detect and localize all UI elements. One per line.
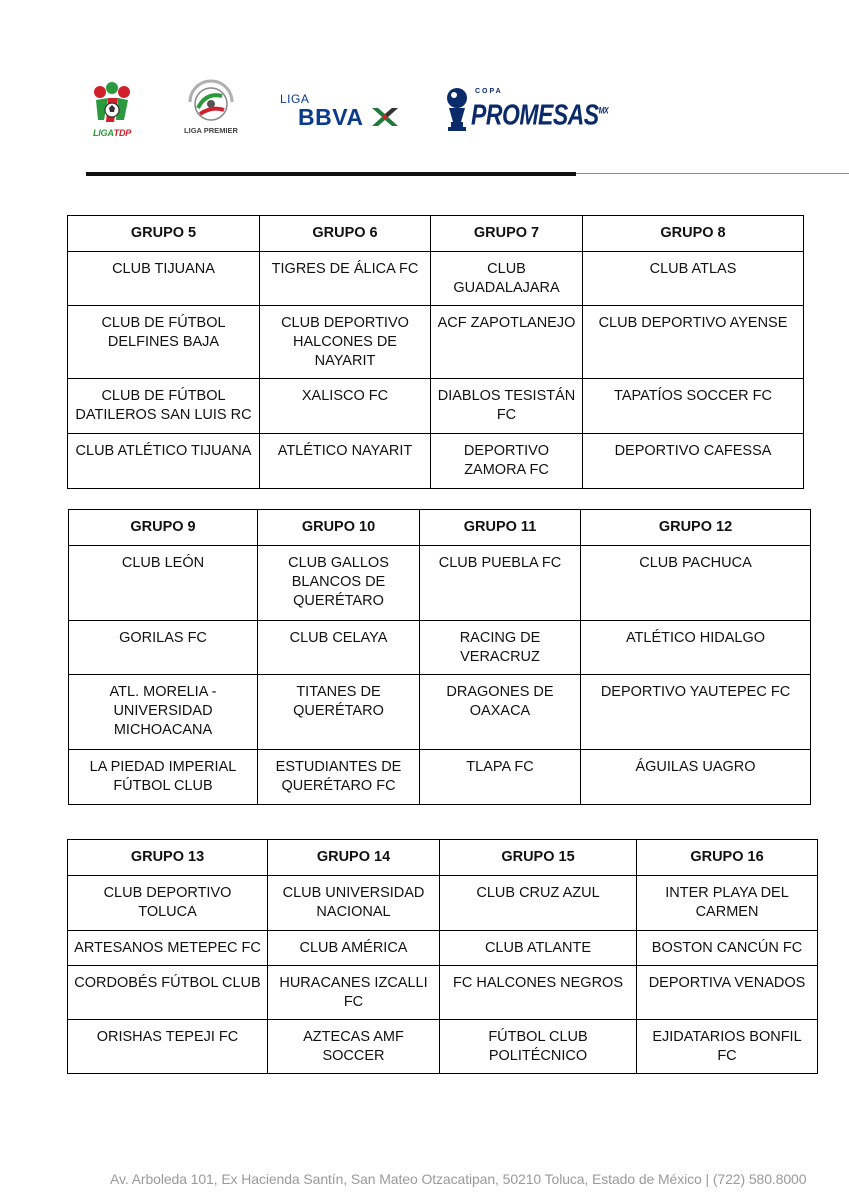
group-header: GRUPO 7 (431, 216, 583, 252)
liga-premier-wordmark: LIGA PREMIER (184, 126, 238, 135)
team-cell: CLUB LEÓN (69, 546, 258, 621)
liga-bbva-mx-logo (278, 90, 404, 130)
team-cell: CLUB UNIVERSIDAD NACIONAL (268, 876, 440, 931)
group-header: GRUPO 10 (258, 510, 420, 546)
team-cell: CLUB CELAYA (258, 621, 420, 675)
team-cell: TITANES DE QUERÉTARO (258, 675, 420, 750)
table-row (69, 621, 811, 675)
table-row (69, 750, 811, 805)
table-row (68, 1020, 818, 1074)
team-cell: CLUB TIJUANA (68, 252, 260, 306)
team-cell: AZTECAS AMF SOCCER (268, 1020, 440, 1074)
team-cell: ORISHAS TEPEJI FC (68, 1020, 268, 1074)
team-cell: TIGRES DE ÁLICA FC (260, 252, 431, 306)
team-cell: DEPORTIVO YAUTEPEC FC (581, 675, 811, 750)
team-cell: ÁGUILAS UAGRO (581, 750, 811, 805)
team-cell: CLUB DE FÚTBOL DATILEROS SAN LUIS RC (68, 379, 260, 434)
team-cell: XALISCO FC (260, 379, 431, 434)
group-header: GRUPO 12 (581, 510, 811, 546)
table-row (68, 306, 804, 379)
team-cell: FC HALCONES NEGROS (440, 966, 637, 1020)
group-header: GRUPO 15 (440, 840, 637, 876)
promesas-wordmark: $PROMESAS^{MX}$ (471, 98, 609, 131)
team-cell: ATLÉTICO HIDALGO (581, 621, 811, 675)
team-cell: DEPORTIVO CAFESSA (583, 434, 804, 489)
group-header: GRUPO 8 (583, 216, 804, 252)
team-cell: CLUB ATLÉTICO TIJUANA (68, 434, 260, 489)
team-cell: ATL. MORELIA - UNIVERSIDAD MICHOACANA (69, 675, 258, 750)
liga-tdp-emblem-icon (88, 80, 136, 128)
team-cell: DEPORTIVO ZAMORA FC (431, 434, 583, 489)
table-header-row (68, 216, 804, 252)
table-row (68, 434, 804, 489)
team-cell: CLUB DEPORTIVO HALCONES DE NAYARIT (260, 306, 431, 379)
header-divider-thin (576, 173, 849, 174)
group-header: GRUPO 13 (68, 840, 268, 876)
team-cell: CLUB CRUZ AZUL (440, 876, 637, 931)
header-divider-thick (86, 172, 576, 176)
group-header: GRUPO 6 (260, 216, 431, 252)
team-cell: CLUB ATLANTE (440, 931, 637, 966)
groups-table-5-8 (67, 215, 804, 489)
table-row (68, 379, 804, 434)
liga-mx-x-icon (370, 106, 400, 128)
team-cell: CLUB PUEBLA FC (420, 546, 581, 621)
team-cell: EJIDATARIOS BONFIL FC (637, 1020, 818, 1074)
team-cell: INTER PLAYA DEL CARMEN (637, 876, 818, 931)
footer-address: Av. Arboleda 101, Ex Hacienda Santín, San Mateo Otzacatipan, 50210 Toluca, Estado de México | (722) 580.8000 (110, 1171, 807, 1187)
team-cell: CORDOBÉS FÚTBOL CLUB (68, 966, 268, 1020)
copa-small-text: COPA (475, 88, 503, 95)
group-header: GRUPO 9 (69, 510, 258, 546)
team-cell: RACING DE VERACRUZ (420, 621, 581, 675)
table-row (68, 931, 818, 966)
team-cell: DIABLOS TESISTÁN FC (431, 379, 583, 434)
table-header-row (69, 510, 811, 546)
team-cell: DRAGONES DE OAXACA (420, 675, 581, 750)
team-cell: CLUB GUADALAJARA (431, 252, 583, 306)
groups-table-13-16 (67, 839, 818, 1074)
group-header: GRUPO 5 (68, 216, 260, 252)
team-cell: CLUB AMÉRICA (268, 931, 440, 966)
team-cell: GORILAS FC (69, 621, 258, 675)
team-cell: DEPORTIVA VENADOS (637, 966, 818, 1020)
team-cell: LA PIEDAD IMPERIAL FÚTBOL CLUB (69, 750, 258, 805)
team-cell: CLUB PACHUCA (581, 546, 811, 621)
team-cell: CLUB DEPORTIVO TOLUCA (68, 876, 268, 931)
team-cell: HURACANES IZCALLI FC (268, 966, 440, 1020)
group-header: GRUPO 16 (637, 840, 818, 876)
liga-premier-emblem-icon (176, 78, 246, 126)
liga-tdp-logo (88, 80, 136, 142)
table-row (69, 675, 811, 750)
liga-premier-logo (176, 78, 246, 140)
group-header: GRUPO 14 (268, 840, 440, 876)
table-header-row (68, 840, 818, 876)
team-cell: CLUB GALLOS BLANCOS DE QUERÉTARO (258, 546, 420, 621)
table-row (68, 876, 818, 931)
liga-bbva-small-text: LIGA (280, 92, 310, 106)
table-row (68, 252, 804, 306)
group-header: GRUPO 11 (420, 510, 581, 546)
team-cell: ESTUDIANTES DE QUERÉTARO FC (258, 750, 420, 805)
team-cell: CLUB DE FÚTBOL DELFINES BAJA (68, 306, 260, 379)
team-cell: FÚTBOL CLUB POLITÉCNICO (440, 1020, 637, 1074)
team-cell: TLAPA FC (420, 750, 581, 805)
groups-table-9-12 (68, 509, 811, 805)
copa-promesas-trophy-icon (443, 86, 473, 134)
copa-promesas-mx-logo (443, 86, 609, 134)
liga-bbva-wordmark: BBVA (298, 104, 364, 130)
team-cell: TAPATÍOS SOCCER FC (583, 379, 804, 434)
team-cell: ACF ZAPOTLANEJO (431, 306, 583, 379)
table-row (68, 966, 818, 1020)
team-cell: CLUB DEPORTIVO AYENSE (583, 306, 804, 379)
team-cell: BOSTON CANCÚN FC (637, 931, 818, 966)
liga-tdp-wordmark: LIGATDP (92, 128, 132, 138)
team-cell: ARTESANOS METEPEC FC (68, 931, 268, 966)
table-row (69, 546, 811, 621)
team-cell: ATLÉTICO NAYARIT (260, 434, 431, 489)
team-cell: CLUB ATLAS (583, 252, 804, 306)
